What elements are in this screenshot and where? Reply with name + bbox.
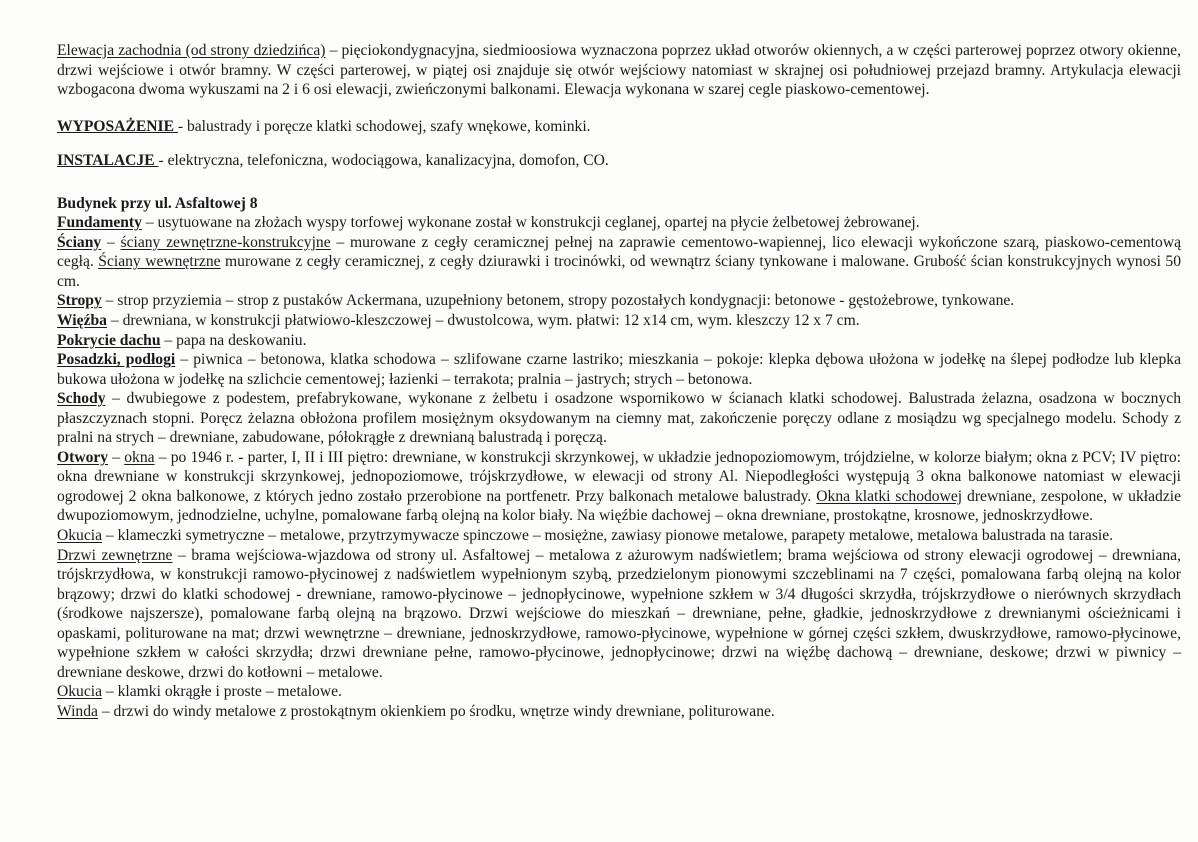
section-text: murowane z cegły ceramicznej, z cegły dziurawki i trocinówki, od wewnątrz ściany tynkowane i malowane. Grubość ścian konstrukcyjnych wynosi 50 cm. [57, 253, 1181, 290]
installations-heading: INSTALACJE [57, 152, 159, 170]
section-label: Schody [57, 390, 106, 408]
section-label: Winda [57, 702, 98, 720]
section-label: Fundamenty [57, 214, 142, 232]
building-description [57, 213, 1181, 721]
section-text: – papa na deskowaniu. [160, 331, 307, 349]
section-text: – strop przyziemia – strop z pustaków Ackermana, uzupełniony betonem, stropy pozostałych kondygnacji: betonowe - gęstożebrowe, tynkowane. [101, 292, 1015, 310]
section-text: – brama wejściowa-wjazdowa od strony ul. Asfaltowej – metalowa z ażurowym nadświetlem; brama wejściowa od strony elewacji ogrodowej – drewniana, trójskrzydłowa, w konstrukcji ramowo-płycinowej z nadświetlem wypełnionym szybą, przedzielonym pionowymi szczeblinami na 7 części, pomalowana farbą olejną na kolor brązowy; drzwi do klatki schodowej - drewniane, ramowo-płycinowe – jednopłycinowe, wypełnione szkłem w 3/4 długości skrzydła, trójskrzydłowe o nierównych skrzydłach (środkowe najszersze), pomalowane farbą olejną na brązowo. Drzwi wejściowe do mieszkań – drewniane, pełne, gładkie, jednoskrzydłowe z drewnianymi ościeżnicami i opaskami, politurowane na mat; drzwi wewnętrzne – drewniane, jednoskrzydłowe, ramowo-płycinowe, wypełnione w górnej części szkłem, dwuskrzydłowe, ramowo-płycinowe, wypełnione szkłem w całości skrzydła; drzwi drewniane pełne, ramowo-płycinowe, jednopłycinowe; drzwi na więźbę dachową – drewniane, deskowe; drzwi w piwnicy – drewniane deskowe, drzwi do kotłowni – metalowe. [57, 546, 1181, 681]
section-text: – klameczki symetryczne – metalowe, przytrzymywacze spinczowe – mosiężne, zawiasy pionowe metalowe, parapety metalowe, metalowa balustrada na tarasie. [102, 527, 1114, 545]
section-text: – drewniana, w konstrukcji płatwiowo-kleszczowej – dwustolcowa, wym. płatwi: 12 x14 cm, wym. kleszczy 12 x 7 cm. [106, 312, 860, 330]
section-label: Okucia [57, 683, 103, 701]
underlined-term: okna [124, 448, 155, 466]
section-label: Ściany [57, 233, 102, 251]
section-label: Stropy [57, 292, 102, 310]
section-text: – drzwi do windy metalowe z prostokątnym okienkiem po środku, wnętrze windy drewniane, politurowane. [97, 702, 775, 720]
section-text: – [108, 448, 125, 466]
document-page [57, 41, 1181, 722]
description-paragraph [57, 389, 1181, 448]
section-text: – po 1946 r. - parter, I, II i III piętro: drewniane, w konstrukcji skrzynkowej, w układzie jednopoziomowym, trójdzielne, w kolorze białym; okna z PCV; IV piętro: okna drewniane w konstrukcji skrzynkowej, jednopoziomowe, trójskrzydłowe, w elewacji od strony Al. Niepodległości występują 3 okna balkonowe natomiast w elewacji ogrodowej 2 okna balkonowe, z których jedno zostało przerobione na portfenetr. Przy balkonach metalowe balustrady. [57, 448, 1181, 505]
underlined-term: Okna klatki schodowej [816, 487, 963, 505]
description-paragraph [57, 350, 1181, 389]
section-text: drewniane, zespolone, w układzie dwupoziomowym, jednodzielne, uchylne, pomalowane farbą olejną na kolor biały. Na więźbie dachowej – okna drewniane, prostokątne, krosnowe, jednoskrzydłowe. [57, 487, 1181, 525]
underlined-term: ściany zewnętrzne-konstrukcyjne [120, 233, 331, 251]
section-label: Drzwi zewnętrzne [57, 546, 173, 564]
section-text: – pięciokondygnacyjna, siedmioosiowa wyznaczona poprzez układ otworów okiennych, a w części parterowej poprzez otwory okienne, drzwi wejściowe i otwór bramny. W części parterowej, w piątej osi znajduje się otwór wejściowy natomiast w skrajnej osi południowej przejazd bramny. Artykulacja elewacji wzbogacona dwoma wykuszami na 2 i 6 osi elewacji, zwieńczonymi balkonami. Elewacja wykonana w szarej cegle piaskowo-cementowej. [57, 42, 1181, 99]
description-paragraph [57, 526, 1181, 546]
description-paragraph [57, 546, 1181, 683]
description-paragraph [57, 682, 1181, 702]
section-label: Więźba [57, 312, 107, 330]
section-text: – usytuowane na złożach wyspy torfowej wykonane został w konstrukcji ceglanej, opartej na płycie żelbetowej żebrowanej. [141, 214, 920, 232]
equipment-heading: WYPOSAŻENIE [57, 117, 178, 135]
description-paragraph [57, 213, 1181, 233]
section-label: Okucia [57, 527, 103, 545]
installations-text: - elektryczna, telefoniczna, wodociągowa, kanalizacyjna, domofon, CO. [158, 152, 609, 170]
description-paragraph [57, 331, 1181, 351]
section-text: – klamki okrągłe i proste – metalowe. [102, 683, 342, 701]
section-text: – piwnica – betonowa, klatka schodowa – szlifowane czarne lastriko; mieszkania – pokoje: klepka dębowa ułożona w jodełkę na ślepej podłodze lub klepka bukowa ułożona w jodełkę na szlichcie cementowej; łazienki – terrakota; pralnia – jastrych; strych – betonowa. [57, 351, 1181, 388]
underlined-term: Ściany wewnętrzne [98, 253, 221, 271]
section-text: – [101, 233, 121, 251]
section-text: – dwubiegowe z podestem, prefabrykowane, wykonane z żelbetu i osadzone wspornikowo w ścianach klatki schodowej. Balustrada żelazna, osadzona w bocznych płaszczyznach stopni. Poręcz żelazna obłożona profilem mosiężnym oksydowanym na ciemny mat, zakończenie poręczy odlane z mosiądzu wg specjalnego modelu. Schody z pralni na strych – drewniane, zabudowane, półokrągłe z drewnianą balustradą i poręczą. [57, 390, 1181, 447]
description-paragraph [57, 448, 1181, 526]
installations-paragraph [57, 151, 1181, 171]
description-paragraph [57, 311, 1181, 331]
section-label: Posadzki, podłogi [57, 351, 176, 369]
building-title: Budynek przy ul. Asfaltowej 8 [57, 194, 258, 212]
description-paragraph [57, 291, 1181, 311]
description-paragraph [57, 702, 1181, 722]
section-label: Elewacja zachodnia (od strony dziedzińca) [57, 42, 326, 59]
section-label: Pokrycie dachu [57, 331, 161, 349]
equipment-paragraph [57, 117, 1181, 137]
description-paragraph [57, 233, 1181, 292]
section-text: – murowane z cegły ceramicznej pełnej na zaprawie cementowo-wapiennej, lico elewacji wykończone szarą, piaskowo-cementową cegłą. [57, 233, 1181, 271]
section-label: Otwory [57, 448, 109, 466]
equipment-text: - balustrady i poręcze klatki schodowej, szafy wnękowe, kominki. [177, 117, 591, 135]
west-elevation-paragraph [57, 41, 1181, 100]
